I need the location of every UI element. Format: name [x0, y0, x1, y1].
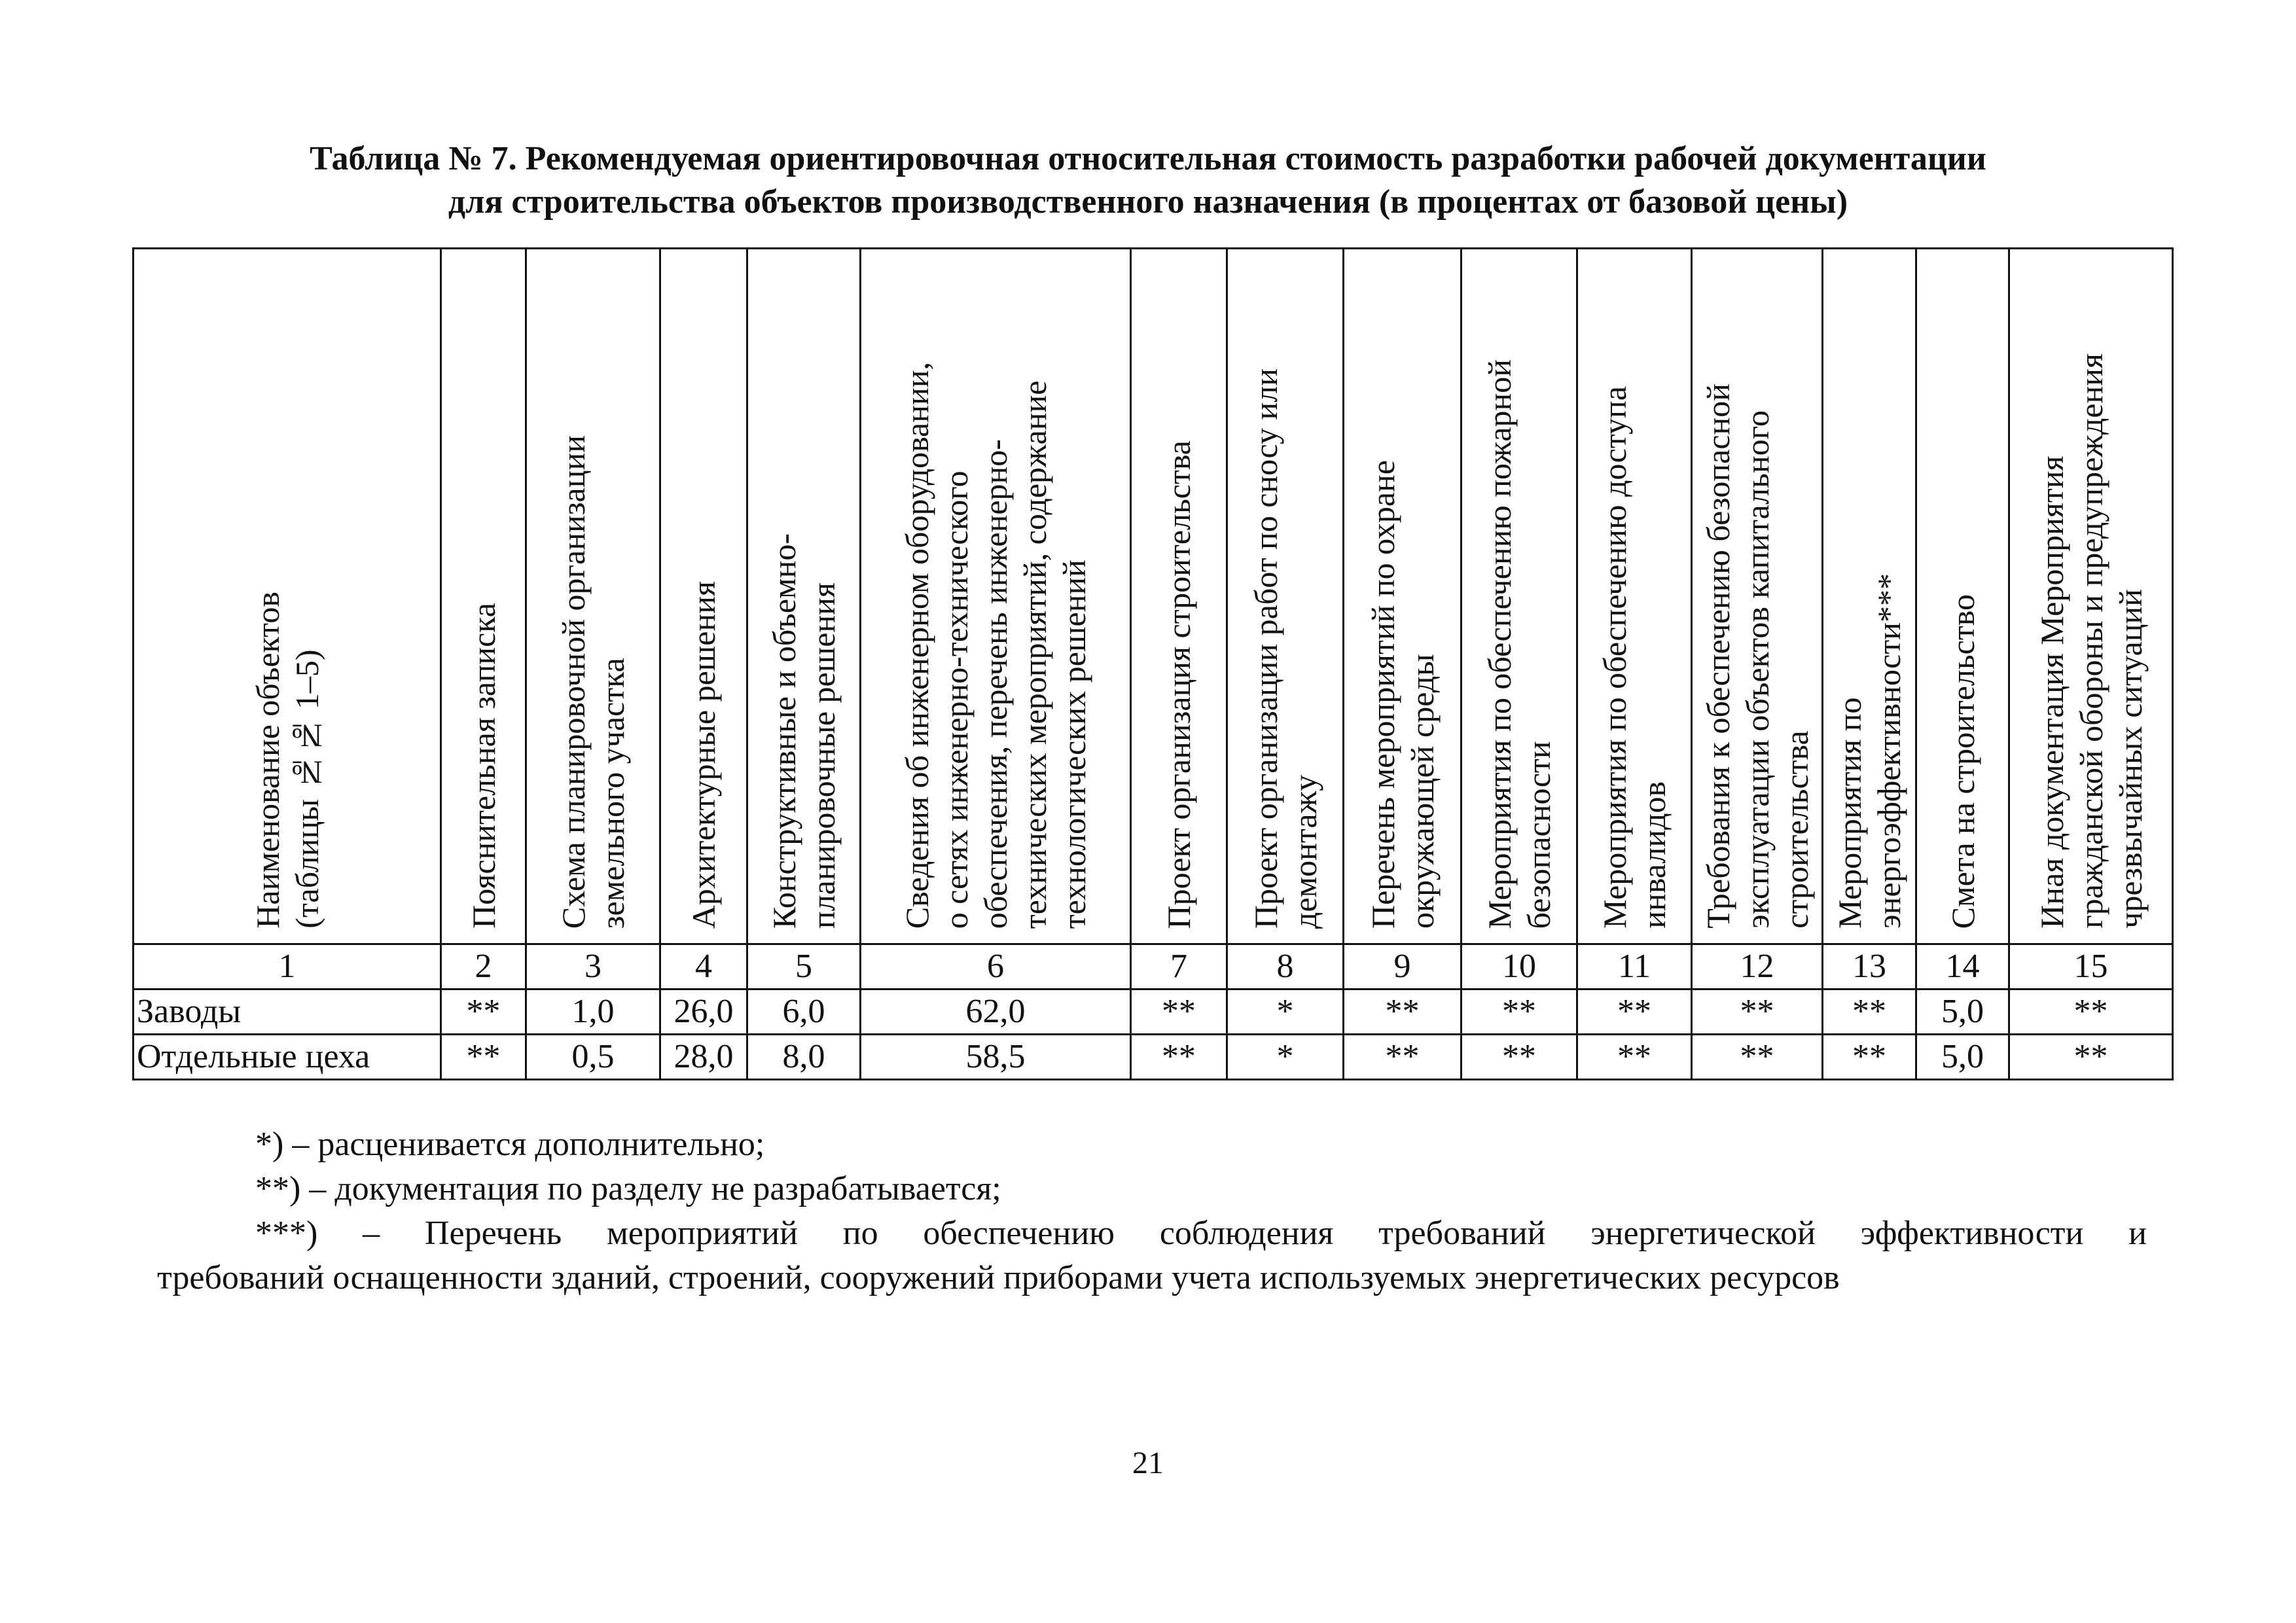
column-header — [134, 249, 441, 944]
column-header-line: (таблицы №№ 1–5) — [288, 649, 325, 929]
column-header — [1823, 249, 1916, 944]
column-header-line: безопасности — [1520, 741, 1557, 929]
row-name-cell: Заводы — [134, 990, 441, 1035]
value-cell: * — [1227, 990, 1344, 1035]
column-header-line: технических мероприятий, содержание — [1016, 380, 1053, 929]
column-header-line: обеспечения, перечень инженерно- — [977, 438, 1014, 929]
column-number: 10 — [1462, 944, 1577, 990]
footnotes — [157, 1122, 2147, 1300]
column-header-line: Наименование объектов — [249, 592, 286, 929]
column-header-line: инвалидов — [1636, 781, 1672, 929]
column-header-line: эксплуатации объектов капитального — [1738, 410, 1776, 929]
value-cell: ** — [1692, 990, 1823, 1035]
column-header — [747, 249, 861, 944]
column-header-line: земельного участка — [594, 657, 631, 929]
column-header — [1227, 249, 1344, 944]
column-number: 11 — [1577, 944, 1692, 990]
footnote-3: ***) – Перечень мероприятий по обеспечению соблюдения требований энергетической эффективности и — [255, 1215, 2147, 1252]
value-cell: ** — [2009, 990, 2173, 1035]
table-row — [134, 990, 2173, 1035]
value-cell: ** — [1131, 1035, 1227, 1080]
column-header — [1131, 249, 1227, 944]
value-cell: 0,5 — [526, 1035, 660, 1080]
value-cell: ** — [1131, 990, 1227, 1035]
value-cell: ** — [1577, 1035, 1692, 1080]
value-cell: 5,0 — [1916, 1035, 2009, 1080]
value-cell: 6,0 — [747, 990, 861, 1035]
value-cell: ** — [1577, 990, 1692, 1035]
footnote-3-continuation: требований оснащенности зданий, строений, сооружений приборами учета используемых энергетических ресурсов — [157, 1259, 1840, 1296]
column-header-line: энергоэффективности*** — [1871, 573, 1907, 929]
value-cell: ** — [441, 1035, 526, 1080]
column-header-line: Архитектурные решения — [685, 580, 722, 929]
column-header-line: Перечень мероприятий по охране — [1364, 459, 1401, 929]
column-header-line: Сведения об инженерном оборудовании, — [899, 361, 935, 929]
value-cell: ** — [1823, 1035, 1916, 1080]
column-number: 4 — [660, 944, 747, 990]
column-header — [1916, 249, 2009, 944]
value-cell: ** — [1823, 990, 1916, 1035]
column-header — [1692, 249, 1823, 944]
column-number: 2 — [441, 944, 526, 990]
column-header-line: Мероприятия по обеспечению доступа — [1596, 386, 1633, 929]
column-header-line: Схема планировочной организации — [555, 435, 592, 929]
column-header — [526, 249, 660, 944]
column-number-row — [134, 944, 2173, 990]
column-header-line: Иная документация Мероприятия — [2033, 455, 2070, 929]
column-number: 8 — [1227, 944, 1344, 990]
value-cell: 28,0 — [660, 1035, 747, 1080]
column-header-line: окружающей среды — [1403, 654, 1441, 929]
column-header-line: Проект организация строительства — [1160, 440, 1197, 929]
value-cell: 8,0 — [747, 1035, 861, 1080]
table-title — [131, 137, 2165, 224]
column-header-line: Мероприятия по обеспечению пожарной — [1481, 359, 1518, 929]
title-line-1: Таблица № 7. Рекомендуемая ориентировочная относительная стоимость разработки рабочей документации — [310, 140, 1986, 177]
value-cell: ** — [1344, 1035, 1462, 1080]
column-number: 9 — [1344, 944, 1462, 990]
column-header — [861, 249, 1131, 944]
cost-table — [132, 247, 2174, 1080]
value-cell: ** — [1462, 990, 1577, 1035]
table-row — [134, 1035, 2173, 1080]
value-cell: ** — [441, 990, 526, 1035]
column-number: 3 — [526, 944, 660, 990]
column-number: 14 — [1916, 944, 2009, 990]
value-cell: ** — [1462, 1035, 1577, 1080]
column-number: 6 — [861, 944, 1131, 990]
column-header-line: технологических решений — [1056, 559, 1092, 929]
value-cell: 1,0 — [526, 990, 660, 1035]
column-header-line: планировочные решения — [805, 582, 842, 929]
column-number: 1 — [134, 944, 441, 990]
column-header-line: Смета на строительство — [1944, 594, 1981, 929]
column-header — [660, 249, 747, 944]
row-name-cell: Отдельные цеха — [134, 1035, 441, 1080]
column-header — [1344, 249, 1462, 944]
footnote-2: **) – документация по разделу не разрабатывается; — [255, 1170, 1001, 1207]
column-header — [441, 249, 526, 944]
column-number: 7 — [1131, 944, 1227, 990]
column-header — [1462, 249, 1577, 944]
footnote-1: *) – расценивается дополнительно; — [255, 1126, 765, 1163]
column-header — [2009, 249, 2173, 944]
column-header-line: Пояснительная записка — [465, 603, 502, 929]
value-cell: 26,0 — [660, 990, 747, 1035]
value-cell: 62,0 — [861, 990, 1131, 1035]
value-cell: ** — [2009, 1035, 2173, 1080]
value-cell: 5,0 — [1916, 990, 2009, 1035]
header-row — [134, 249, 2173, 944]
column-header-line: чрезвычайных ситуаций — [2111, 589, 2149, 929]
column-header-line: гражданской обороны и предупреждения — [2072, 353, 2109, 929]
column-number: 12 — [1692, 944, 1823, 990]
column-header-line: строительства — [1778, 730, 1815, 929]
column-header-line: демонтажу — [1286, 774, 1323, 929]
title-line-2: для строительства объектов производственного назначения (в процентах от базовой цены) — [448, 183, 1848, 221]
column-header-line: Требования к обеспечению безопасной — [1699, 383, 1736, 929]
column-header-line: Мероприятия по — [1831, 697, 1868, 929]
value-cell: ** — [1692, 1035, 1823, 1080]
column-number: 13 — [1823, 944, 1916, 990]
column-header-line: Конструктивные и объемно- — [766, 533, 802, 929]
column-number: 5 — [747, 944, 861, 990]
page-number: 21 — [1132, 1446, 1164, 1480]
value-cell: ** — [1344, 990, 1462, 1035]
column-header — [1577, 249, 1692, 944]
column-header-line: Проект организации работ по сносу или — [1247, 368, 1284, 929]
column-header-line: о сетях инженерно-технического — [938, 471, 975, 929]
column-number: 15 — [2009, 944, 2173, 990]
value-cell: * — [1227, 1035, 1344, 1080]
value-cell: 58,5 — [861, 1035, 1131, 1080]
